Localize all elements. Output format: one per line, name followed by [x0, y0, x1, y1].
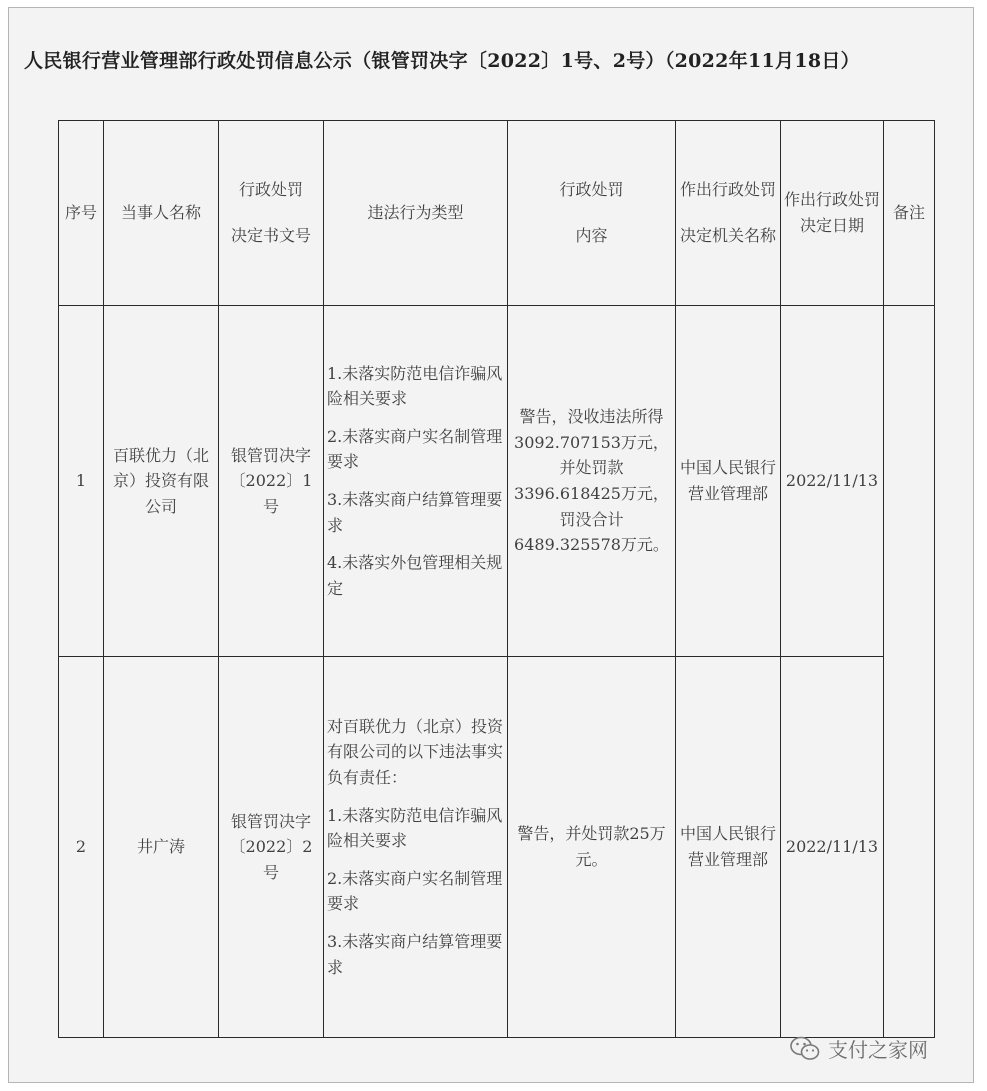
header-row [59, 121, 935, 306]
header-content [508, 121, 676, 306]
header-date: 作出行政处罚决定日期 [781, 121, 884, 306]
header-remark: 备注 [884, 121, 935, 306]
violation-item: 1.未落实防范电信诈骗风险相关要求 [327, 805, 503, 851]
header-violation: 违法行为类型 [324, 121, 508, 306]
header-content-line1: 行政处罚 [559, 180, 624, 200]
violation-item: 对百联优力（北京）投资有限公司的以下违法事实负有责任： [327, 716, 504, 788]
cell-no: 1 [59, 306, 104, 657]
cell-doc: 银管罚决字〔2022〕1号 [219, 306, 324, 657]
cell-doc: 银管罚决字〔2022〕2号 [219, 657, 324, 1038]
cell-remark [884, 306, 935, 1038]
violation-item: 2.未落实商户实名制管理要求 [327, 868, 503, 914]
cell-date: 2022/11/13 [781, 657, 884, 1038]
header-content-line2: 内容 [575, 226, 608, 245]
cell-authority: 中国人民银行营业管理部 [676, 657, 781, 1038]
watermark-text: 支付之家网 [828, 1038, 928, 1062]
cell-date: 2022/11/13 [781, 306, 884, 657]
page-title: 人民银行营业管理部行政处罚信息公示（银管罚决字〔2022〕1号、2号）（2022年11月18日） [24, 50, 860, 72]
penalty-table [58, 120, 935, 1038]
header-authority-line1: 作出行政处罚 [679, 180, 776, 200]
violation-item: 3.未落实商户结算管理要求 [327, 931, 503, 977]
cell-party: 百联优力（北京）投资有限公司 [104, 306, 219, 657]
cell-content: 警告，没收违法所得3092.707153万元，并处罚款3396.618425万元，罚没合计6489.325578万元。 [508, 306, 676, 657]
header-party: 当事人名称 [104, 121, 219, 306]
header-doc-line2: 决定书文号 [230, 226, 311, 245]
violation-item: 2.未落实商户实名制管理要求 [327, 426, 503, 472]
wechat-icon [790, 1036, 820, 1062]
violation-item: 1.未落实防范电信诈骗风险相关要求 [327, 363, 503, 409]
header-authority-line2: 决定机关名称 [679, 226, 776, 245]
header-no: 序号 [59, 121, 104, 306]
cell-party: 井广涛 [104, 657, 219, 1038]
cell-violations [324, 657, 508, 1038]
cell-content: 警告，并处罚款25万元。 [508, 657, 676, 1038]
header-authority [676, 121, 781, 306]
violation-item: 3.未落实商户结算管理要求 [327, 490, 503, 535]
header-doc [219, 121, 324, 306]
cell-no: 2 [59, 657, 104, 1038]
violation-item: 4.未落实外包管理相关规定 [327, 553, 503, 598]
table-row [59, 306, 935, 657]
cell-authority: 中国人民银行营业管理部 [676, 306, 781, 657]
header-doc-line1: 行政处罚 [238, 180, 303, 200]
cell-violations [324, 306, 508, 657]
watermark [790, 1034, 928, 1063]
table-row [59, 657, 935, 1038]
